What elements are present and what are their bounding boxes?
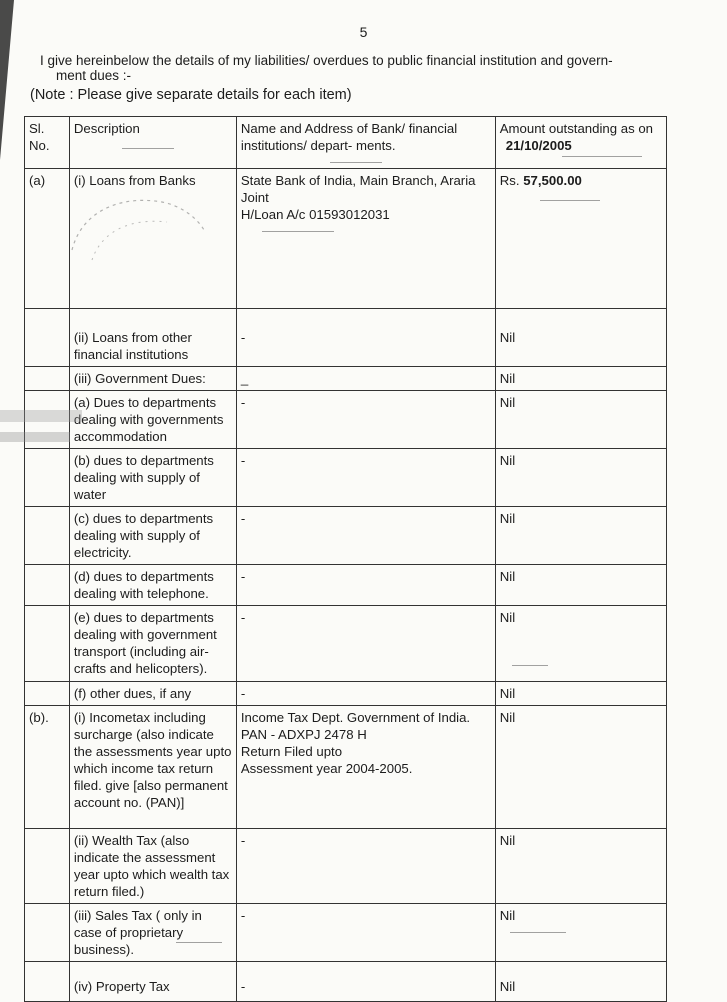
table-row	[25, 962, 667, 1002]
row-bank: -	[236, 682, 495, 706]
row-amount: Nil	[495, 706, 666, 829]
row-bank: -	[236, 507, 495, 565]
row-description: (e) dues to departments dealing with government transport (including air- crafts and helicopters).	[69, 606, 236, 682]
row-sl	[25, 507, 70, 565]
row-bank: -	[236, 309, 495, 367]
table-row	[25, 706, 667, 829]
table-row	[25, 565, 667, 606]
row-amount: Nil	[495, 565, 666, 606]
row-description: (iii) Government Dues:	[69, 367, 236, 391]
header-bank: Name and Address of Bank/ financial institutions/ depart- ments.	[236, 117, 495, 169]
row-description: (i) Incometax including surcharge (also indicate the assessments year upto which income tax return filed. give [also permanent account no. (PAN)]	[69, 706, 236, 829]
intro-text	[40, 53, 680, 83]
pen-underline	[512, 665, 548, 666]
row-description: (c) dues to departments dealing with supply of electricity.	[69, 507, 236, 565]
row-amount: Nil	[495, 367, 666, 391]
row-sl	[25, 829, 70, 904]
scan-smudge	[0, 410, 82, 422]
row-bank: _	[236, 367, 495, 391]
row-description: (f) other dues, if any	[69, 682, 236, 706]
pen-underline	[540, 200, 600, 201]
row-amount: Nil	[495, 309, 666, 367]
row-amount	[495, 169, 666, 309]
row-bank: -	[236, 606, 495, 682]
row-bank: -	[236, 391, 495, 449]
row-bank: -	[236, 829, 495, 904]
row-amount: Nil	[495, 962, 666, 1002]
row-sl	[25, 367, 70, 391]
pen-underline	[176, 942, 222, 943]
header-amount-label: Amount outstanding as on	[499, 121, 653, 136]
page-number: 5	[359, 24, 368, 40]
row-description: (ii) Wealth Tax (also indicate the assessment year upto which wealth tax return filed.)	[69, 829, 236, 904]
header-amount	[495, 117, 666, 169]
row-amount: Nil	[495, 507, 666, 565]
row-sl	[25, 682, 70, 706]
pen-underline	[562, 156, 642, 157]
table-row	[25, 507, 667, 565]
row-sl	[25, 606, 70, 682]
row-description: (iii) Sales Tax ( only in case of proprietary business).	[69, 904, 236, 962]
pen-underline	[330, 162, 382, 163]
amount-prefix: Rs.	[499, 173, 520, 188]
header-amount-date: 21/10/2005	[505, 138, 572, 153]
row-description: (ii) Loans from other financial institutions	[69, 309, 236, 367]
row-description: (a) Dues to departments dealing with governments accommodation	[69, 391, 236, 449]
row-sl	[25, 962, 70, 1002]
intro-line-2: ment dues :-	[56, 68, 132, 83]
row-sl	[25, 449, 70, 507]
intro-line-1: I give hereinbelow the details of my liabilities/ overdues to public financial institution and govern-	[40, 53, 613, 68]
row-sl: (a)	[25, 169, 70, 309]
pen-underline	[122, 148, 174, 149]
row-bank: -	[236, 449, 495, 507]
row-amount: Nil	[495, 391, 666, 449]
row-amount: Nil	[495, 606, 666, 682]
note-text: (Note : Please give separate details for each item)	[30, 87, 352, 103]
faded-stamp-mark	[62, 190, 212, 270]
row-description: (d) dues to departments dealing with telephone.	[69, 565, 236, 606]
row-amount: Nil	[495, 829, 666, 904]
row-description: (b) dues to departments dealing with supply of water	[69, 449, 236, 507]
table-row	[25, 391, 667, 449]
table-row	[25, 829, 667, 904]
row-sl	[25, 565, 70, 606]
table-row	[25, 904, 667, 962]
row-bank: -	[236, 904, 495, 962]
table-row	[25, 309, 667, 367]
pen-underline	[262, 231, 334, 232]
row-amount: Nil	[495, 449, 666, 507]
row-amount: Nil	[495, 904, 666, 962]
row-sl	[25, 309, 70, 367]
row-bank: -	[236, 962, 495, 1002]
row-sl: (b).	[25, 706, 70, 829]
row-description: (i) Loans from Banks	[69, 169, 236, 309]
pen-underline	[510, 932, 566, 933]
table-row	[25, 606, 667, 682]
header-sl-no: Sl. No.	[25, 117, 70, 169]
row-sl	[25, 904, 70, 962]
table-row	[25, 367, 667, 391]
amount-value: 57,500.00	[523, 173, 582, 188]
row-amount: Nil	[495, 682, 666, 706]
row-bank: Income Tax Dept. Government of India. PAN - ADXPJ 2478 H Return Filed upto Assessment year 2004-2005.	[236, 706, 495, 829]
table-header-row	[25, 117, 667, 169]
scan-smudge	[0, 432, 70, 442]
row-bank: State Bank of India, Main Branch, Araria Joint H/Loan A/c 01593012031	[236, 169, 495, 309]
table-row	[25, 682, 667, 706]
header-description: Description	[69, 117, 236, 169]
row-description: (iv) Property Tax	[69, 962, 236, 1002]
table-row	[25, 449, 667, 507]
row-bank: -	[236, 565, 495, 606]
